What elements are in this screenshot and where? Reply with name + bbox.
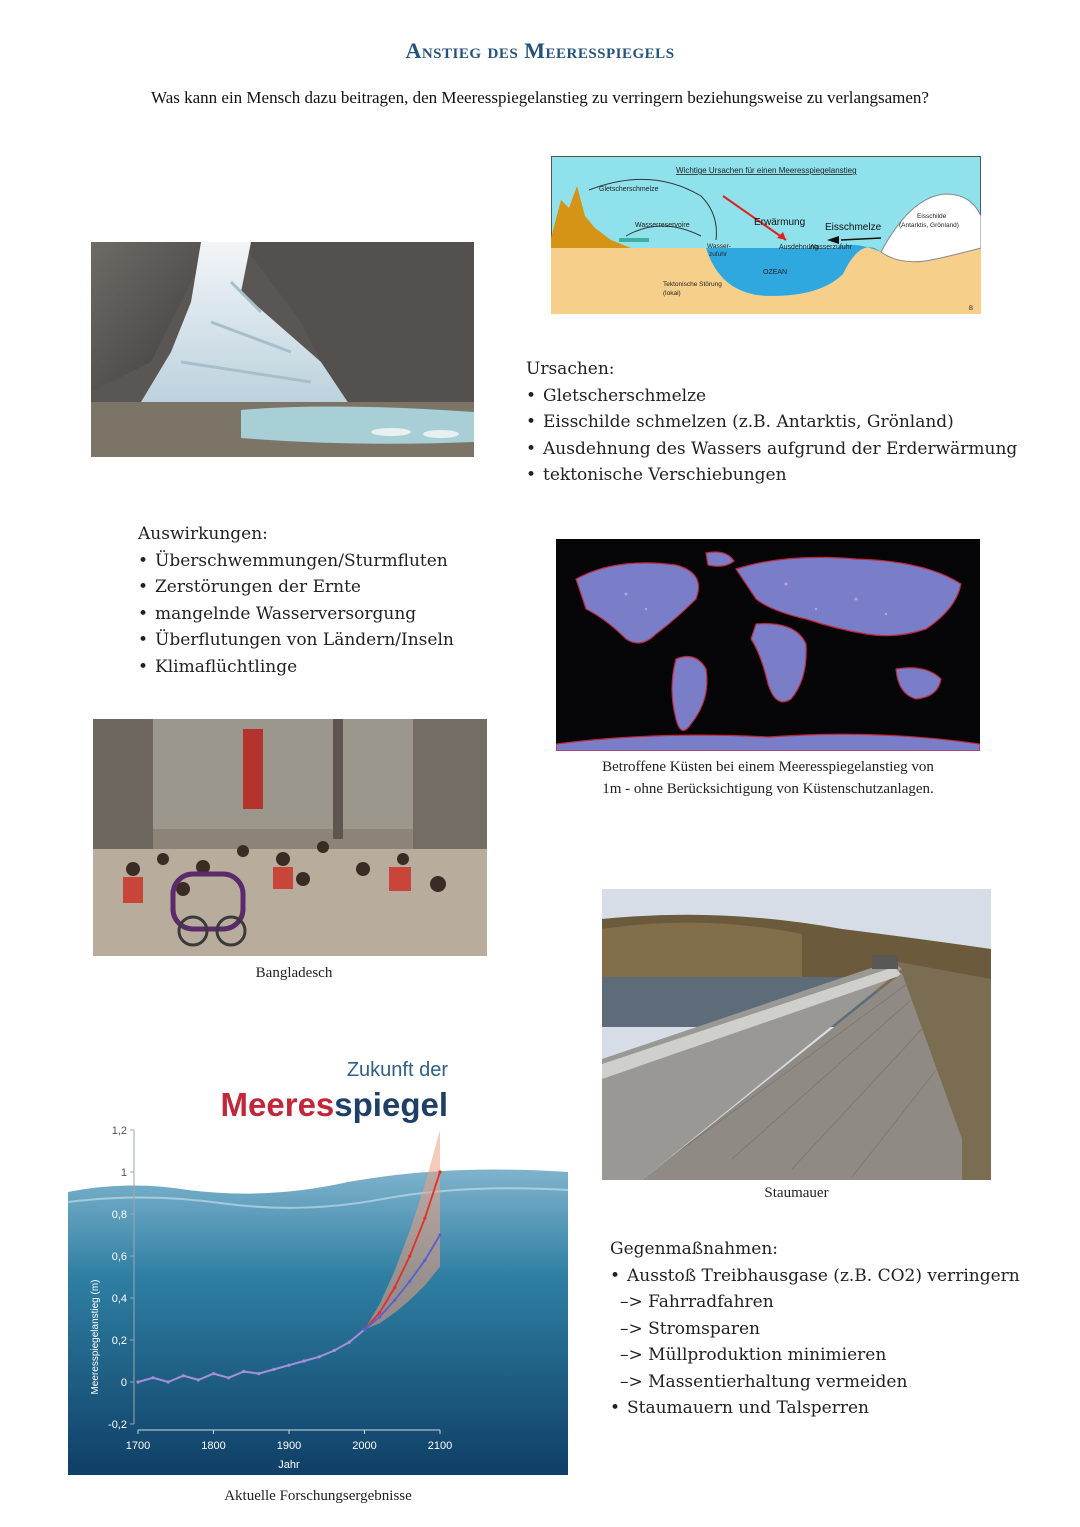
data-point	[408, 1280, 411, 1283]
label-erwaermung: Erwärmung	[754, 217, 806, 228]
effects-heading: Auswirkungen:	[138, 524, 268, 544]
label-eisschmelze: Eisschmelze	[825, 222, 882, 233]
data-point	[182, 1374, 185, 1377]
list-item: • Ausdehnung des Wassers aufgrund der Erderwärmung	[526, 436, 1017, 463]
data-point	[212, 1372, 215, 1375]
bangladesch-caption: Bangladesch	[255, 965, 333, 981]
y-tick-label: 0,6	[111, 1251, 127, 1263]
list-item: • Überflutungen von Ländern/Inseln	[138, 627, 454, 654]
effects-section	[138, 521, 454, 680]
label-tekto2: (lokal)	[663, 290, 681, 297]
causes-heading: Ursachen:	[526, 359, 615, 379]
data-point	[438, 1170, 441, 1173]
causes-diagram	[551, 156, 981, 314]
label-corner: B	[969, 306, 974, 312]
data-point	[242, 1370, 245, 1373]
y-tick-label: 1,2	[111, 1125, 127, 1137]
label-zufuhr2: zufuhr	[709, 251, 728, 258]
page-title: Anstieg des Meeresspiegels	[405, 38, 675, 63]
chart-svg	[68, 1052, 568, 1475]
list-item: • Eisschilde schmelzen (z.B. Antarktis, Grönland)	[526, 409, 1017, 436]
measures-section	[610, 1236, 1020, 1422]
x-axis-label: Jahr	[278, 1459, 300, 1471]
staumauer-caption: Staumauer	[764, 1185, 829, 1201]
y-tick-label: 0,4	[111, 1293, 127, 1305]
bangladesch-photo	[93, 719, 487, 956]
list-item: • Zerstörungen der Ernte	[138, 574, 454, 601]
list-item: • tektonische Verschiebungen	[526, 462, 1017, 489]
label-tekto1: Tektonische Störung	[663, 281, 722, 288]
y-tick-label: 0,2	[111, 1335, 127, 1347]
label-eisschilde2: (Antarktis, Grönland)	[899, 222, 959, 229]
y-tick-label: -0,2	[108, 1419, 127, 1431]
causes-list	[526, 383, 1017, 489]
map-caption-line2: 1m - ohne Berücksichtigung von Küstenschutzanlagen.	[602, 781, 934, 797]
x-tick-label: 1900	[276, 1440, 302, 1452]
data-point	[167, 1380, 170, 1383]
diagram-heading: Wichtige Ursachen für einen Meeresspiegelanstieg	[676, 166, 857, 175]
data-point	[333, 1349, 336, 1352]
staumauer-photo	[602, 889, 991, 1180]
label-eisschilde1: Eisschilde	[917, 213, 947, 220]
chart-title-line1: Zukunft der	[346, 1059, 448, 1081]
chart-caption: Aktuelle Forschungsergebnisse	[224, 1488, 412, 1504]
data-point	[272, 1368, 275, 1371]
x-tick-label: 2000	[352, 1440, 377, 1452]
sea-level-chart	[68, 1052, 568, 1475]
label-reservoire: Wasserreservoire	[635, 222, 690, 229]
label-ozean: OZEAN	[763, 269, 788, 276]
data-point	[438, 1233, 441, 1236]
label-wasserzufuhr-visible: Wasserzufuhr	[809, 244, 852, 251]
list-item: • Staumauern und Talsperren	[610, 1395, 1020, 1422]
list-item: • Klimaflüchtlinge	[138, 654, 454, 681]
label-ausdehnung: Ausdehnung	[779, 244, 819, 251]
data-point	[423, 1259, 426, 1262]
data-point	[378, 1315, 381, 1318]
y-tick-label: 0,8	[111, 1209, 127, 1221]
data-point	[393, 1299, 396, 1302]
causes-section	[526, 356, 1017, 489]
map-caption-line1: Betroffene Küsten bei einem Meeresspiegelanstieg von	[602, 759, 934, 775]
x-tick-label: 1700	[125, 1440, 151, 1452]
list-item: –> Müllproduktion minimieren	[620, 1345, 887, 1365]
list-item: –> Stromsparen	[620, 1318, 760, 1339]
list-item: –> Massentierhaltung vermeiden	[620, 1371, 908, 1392]
chart-title-line2: Meeresspiegel	[220, 1086, 448, 1123]
effects-list	[138, 548, 454, 681]
data-point	[318, 1355, 321, 1358]
data-point	[287, 1364, 290, 1367]
data-point	[257, 1372, 260, 1375]
label-zufuhr1: Wasser-	[707, 243, 731, 250]
y-axis-label: Meeresspiegelanstieg (m)	[90, 1279, 101, 1395]
x-tick-label: 2100	[427, 1440, 453, 1452]
data-point	[348, 1341, 351, 1344]
y-tick-label: 0	[120, 1377, 127, 1389]
data-point	[393, 1286, 396, 1289]
guiding-question: Was kann ein Mensch dazu beitragen, den Meeresspiegelanstieg zu verringern beziehungsweise zu verlangsamen?	[151, 88, 929, 107]
data-point	[423, 1217, 426, 1220]
data-point	[408, 1254, 411, 1257]
list-item: –> Fahrradfahren	[620, 1292, 774, 1312]
x-tick-label: 1800	[201, 1440, 226, 1452]
y-tick-label: 1	[120, 1167, 127, 1179]
data-point	[303, 1359, 306, 1362]
measures-list	[610, 1263, 1020, 1422]
data-point	[152, 1376, 155, 1379]
data-point	[363, 1328, 366, 1331]
map-caption	[556, 756, 980, 800]
list-item: • Ausstoß Treibhausgase (z.B. CO2) verringern	[610, 1263, 1020, 1290]
data-point	[227, 1376, 230, 1379]
data-point	[378, 1311, 381, 1314]
world-map-image	[556, 539, 980, 751]
label-gletscher: Gletscherschmelze	[599, 186, 659, 193]
glacier-photo	[91, 242, 474, 457]
list-item: • Überschwemmungen/Sturmfluten	[138, 548, 454, 575]
measures-heading: Gegenmaßnahmen:	[610, 1239, 779, 1259]
data-point	[197, 1378, 200, 1381]
list-item: • Gletscherschmelze	[526, 383, 1017, 410]
list-item: • mangelnde Wasserversorgung	[138, 601, 454, 628]
data-point	[136, 1380, 139, 1383]
